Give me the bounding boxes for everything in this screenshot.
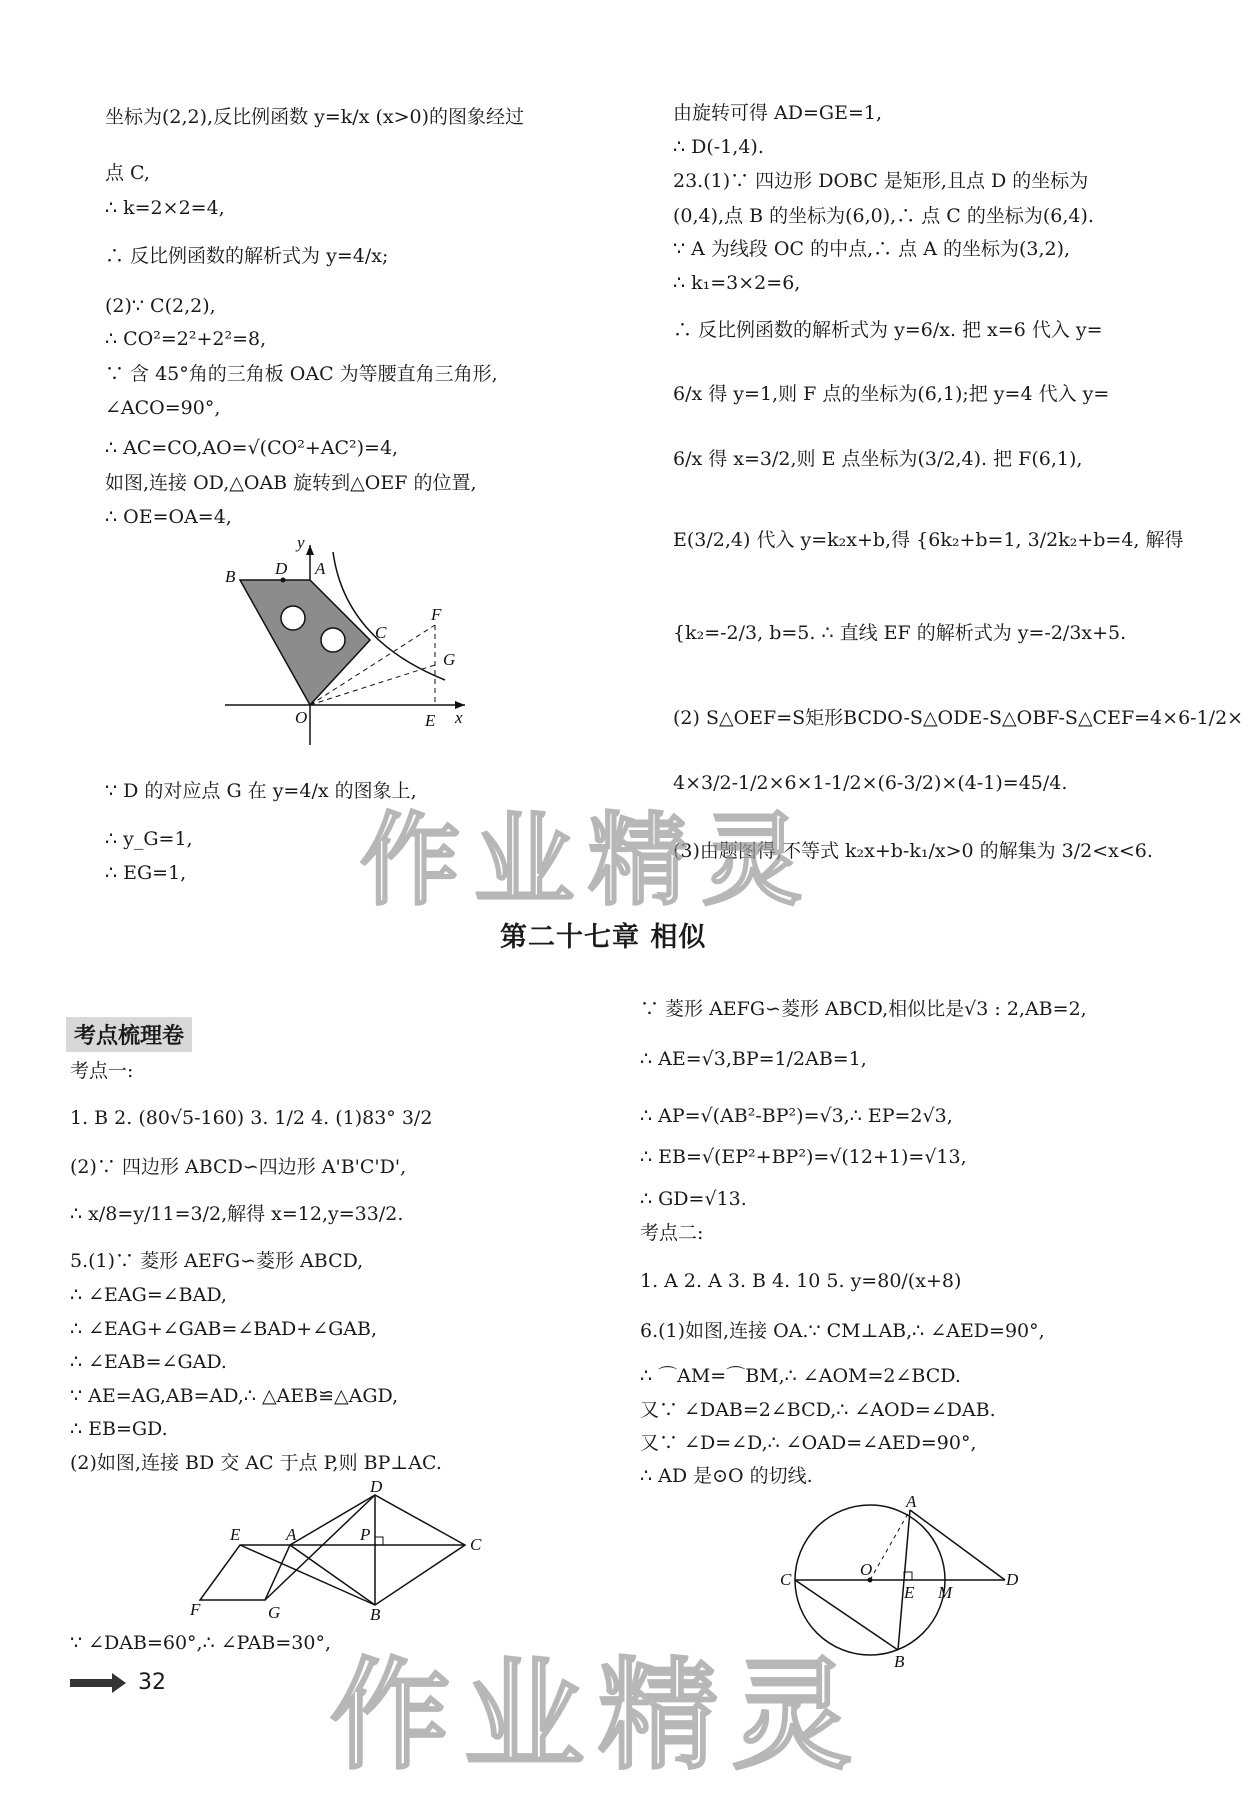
rb-line-11: 又∵ ∠D=∠D,∴ ∠OAD=∠AED=90°,	[640, 1432, 977, 1454]
fig3-label-A: A	[906, 1492, 917, 1511]
fig1-label-C: C	[375, 623, 387, 642]
lb-line-12: ∵ ∠DAB=60°,∴ ∠PAB=30°,	[70, 1632, 332, 1654]
left-line-3: ∴ k=2×2=4,	[105, 197, 225, 219]
chapter-title: 第二十七章 相似	[500, 922, 707, 953]
lb-line-11: (2)如图,连接 BD 交 AC 于点 P,则 BP⊥AC.	[70, 1452, 442, 1474]
lb-line-4: ∴ x/8=y/11=3/2,解得 x=12,y=33/2.	[70, 1203, 404, 1225]
lb-line-2: 1. B 2. (80√5-160) 3. 1/2 4. (1)83° 3/2	[70, 1107, 433, 1129]
left-line-11: ∴ OE=OA=4,	[105, 506, 232, 528]
fig3-label-B: B	[894, 1652, 905, 1671]
left-line-9: ∴ AC=CO,AO=√(CO²+AC²)=4,	[105, 437, 399, 459]
rb-line-3: ∴ AP=√(AB²-BP²)=√3,∴ EP=2√3,	[640, 1105, 953, 1127]
right-line-11: {k₂=-2/3, b=5. ∴ 直线 EF 的解析式为 y=-2/3x+5.	[673, 622, 1127, 644]
fig2-label-B: B	[370, 1605, 381, 1624]
section-label: 考点梳理卷	[66, 1017, 192, 1052]
left-line-12: ∵ D 的对应点 G 在 y=4/x 的图象上,	[105, 780, 417, 802]
rb-line-9: ∴ ⌒AM=⌒BM,∴ ∠AOM=2∠BCD.	[640, 1365, 961, 1387]
fig3-label-C: C	[780, 1570, 792, 1589]
lb-line-6: ∴ ∠EAG=∠BAD,	[70, 1284, 227, 1306]
fig1-label-A: A	[315, 559, 326, 578]
rb-line-7: 1. A 2. A 3. B 4. 10 5. y=80/(x+8)	[640, 1270, 962, 1292]
rb-line-10: 又∵ ∠DAB=2∠BCD,∴ ∠AOD=∠DAB.	[640, 1399, 996, 1421]
rb-line-8: 6.(1)如图,连接 OA.∵ CM⊥AB,∴ ∠AED=90°,	[640, 1320, 1045, 1342]
left-line-4: ∴ 反比例函数的解析式为 y=4/x;	[105, 245, 389, 267]
fig2-label-P: P	[360, 1525, 371, 1544]
fig3-label-D: D	[1006, 1570, 1019, 1589]
left-line-10: 如图,连接 OD,△OAB 旋转到△OEF 的位置,	[105, 472, 477, 494]
lb-line-7: ∴ ∠EAG+∠GAB=∠BAD+∠GAB,	[70, 1318, 378, 1340]
right-line-10: E(3/2,4) 代入 y=k₂x+b,得 {6k₂+b=1, 3/2k₂+b=4, 解得	[673, 529, 1184, 551]
rb-line-4: ∴ EB=√(EP²+BP²)=√(12+1)=√13,	[640, 1146, 967, 1168]
right-line-1: 由旋转可得 AD=GE=1,	[673, 102, 883, 124]
figure-rhombus	[190, 1477, 482, 1624]
fig1-label-y: y	[297, 533, 305, 552]
left-line-6: ∴ CO²=2²+2²=8,	[105, 328, 267, 350]
left-line-1: 坐标为(2,2),反比例函数 y=k/x (x>0)的图象经过	[105, 106, 524, 128]
page-number: 32	[138, 1670, 166, 1695]
fig1-label-D: D	[275, 559, 288, 578]
rb-line-1: ∵ 菱形 AEFG∽菱形 ABCD,相似比是√3 : 2,AB=2,	[640, 998, 1087, 1020]
lb-line-8: ∴ ∠EAB=∠GAD.	[70, 1351, 227, 1373]
fig1-label-x: x	[455, 708, 463, 727]
figure-rotation-graph	[215, 530, 475, 750]
watermark-bottom: 作业精灵	[330, 1647, 866, 1786]
left-line-13: ∴ y_G=1,	[105, 828, 193, 850]
fig2-label-D: D	[370, 1477, 383, 1496]
left-line-8: ∠ACO=90°,	[105, 397, 221, 419]
left-line-2: 点 C,	[105, 162, 150, 184]
right-line-7: ∴ 反比例函数的解析式为 y=6/x. 把 x=6 代入 y=	[673, 319, 1103, 341]
fig3-label-O: O	[860, 1560, 873, 1579]
right-line-9: 6/x 得 x=3/2,则 E 点坐标为(3/2,4). 把 F(6,1),	[673, 448, 1083, 470]
fig2-label-F: F	[190, 1600, 201, 1619]
left-line-5: (2)∵ C(2,2),	[105, 295, 216, 317]
right-line-12: (2) S△OEF=S矩形BCDO-S△ODE-S△OBF-S△CEF=4×6-1/2×	[673, 707, 1244, 729]
left-line-7: ∵ 含 45°角的三角板 OAC 为等腰直角三角形,	[105, 363, 498, 385]
fig1-label-O: O	[295, 708, 308, 727]
fig1-label-F: F	[431, 605, 442, 624]
page-footer	[70, 1670, 166, 1695]
rb-line-5: ∴ GD=√13.	[640, 1188, 747, 1210]
watermark-top: 作业精灵	[360, 802, 816, 919]
fig1-label-G: G	[443, 650, 456, 669]
left-line-14: ∴ EG=1,	[105, 862, 187, 884]
fig2-label-G: G	[268, 1603, 281, 1622]
arrow-icon	[70, 1679, 114, 1687]
right-line-13: 4×3/2-1/2×6×1-1/2×(6-3/2)×(4-1)=45/4.	[673, 772, 1068, 794]
right-line-6: ∴ k₁=3×2=6,	[673, 272, 801, 294]
lb-line-3: (2)∵ 四边形 ABCD∽四边形 A'B'C'D',	[70, 1156, 407, 1178]
fig2-label-A: A	[286, 1525, 297, 1544]
fig1-label-E: E	[425, 711, 436, 730]
fig2-label-C: C	[470, 1535, 482, 1554]
lb-line-1: 考点一:	[70, 1060, 134, 1082]
lb-line-9: ∵ AE=AG,AB=AD,∴ △AEB≌△AGD,	[70, 1385, 399, 1407]
fig2-label-E: E	[230, 1525, 241, 1544]
fig3-label-E: E	[904, 1583, 915, 1602]
lb-line-10: ∴ EB=GD.	[70, 1418, 168, 1440]
right-line-5: ∵ A 为线段 OC 的中点,∴ 点 A 的坐标为(3,2),	[673, 238, 1071, 260]
right-line-2: ∴ D(-1,4).	[673, 136, 764, 158]
right-line-8: 6/x 得 y=1,则 F 点的坐标为(6,1);把 y=4 代入 y=	[673, 383, 1110, 405]
rb-line-2: ∴ AE=√3,BP=1/2AB=1,	[640, 1048, 867, 1070]
fig1-label-B: B	[225, 567, 236, 586]
right-line-4: (0,4),点 B 的坐标为(6,0),∴ 点 C 的坐标为(6,4).	[673, 205, 1094, 227]
fig3-label-M: M	[938, 1583, 953, 1602]
lb-line-5: 5.(1)∵ 菱形 AEFG∽菱形 ABCD,	[70, 1250, 364, 1272]
right-line-3: 23.(1)∵ 四边形 DOBC 是矩形,且点 D 的坐标为	[673, 170, 1089, 192]
rb-line-6: 考点二:	[640, 1222, 704, 1244]
rb-line-12: ∴ AD 是⊙O 的切线.	[640, 1465, 813, 1487]
right-line-14: (3)由题图得,不等式 k₂x+b-k₁/x>0 的解集为 3/2<x<6.	[673, 840, 1153, 862]
